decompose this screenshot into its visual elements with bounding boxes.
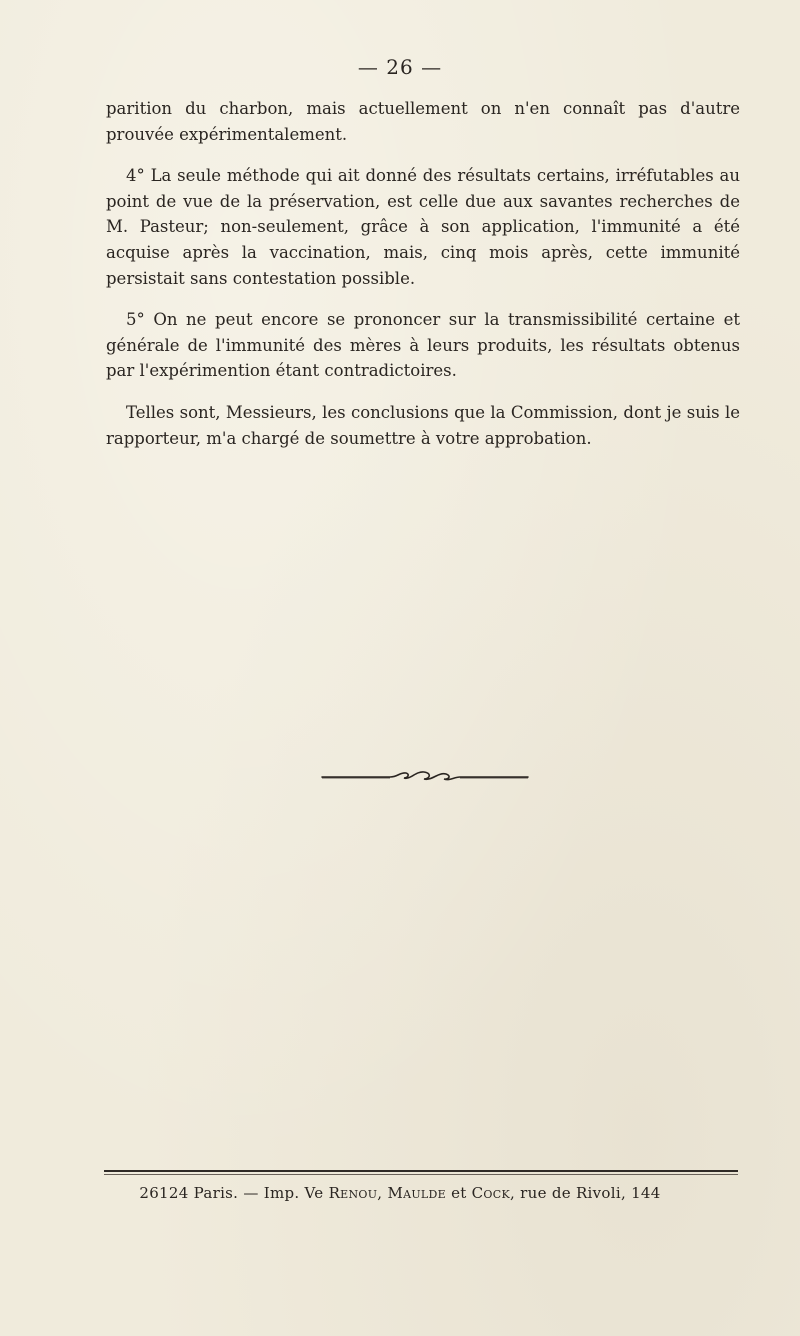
paragraph-continuation: parition du charbon, mais actuellement on n'en connaît pas d'autre prouvée expérimentalement. — [106, 99, 740, 144]
paragraph-conclusion-5: 5° On ne peut encore se prononcer sur la transmissibilité certaine et générale de l'immunité des mères à leurs produits, les résultats obtenus par l'expérimention étant contradictoires. — [106, 310, 740, 381]
flourish-divider-icon — [320, 768, 530, 784]
imprint-printer-maulde: Maulde — [387, 1184, 446, 1202]
imprint-et: et — [451, 1184, 467, 1202]
printer-imprint — [0, 1184, 800, 1202]
paragraph-closing: Telles sont, Messieurs, les conclusions que la Commission, dont je suis le rapporteur, m'a chargé de soumettre à votre approbation. — [106, 402, 740, 448]
imprint-dash: — — [243, 1184, 259, 1202]
footer-rule — [104, 1170, 738, 1172]
imprint-printer-cock: Cock, — [471, 1184, 516, 1202]
imprint-veuve: Ve — [304, 1184, 324, 1202]
body-text — [106, 96, 740, 467]
imprint-address: rue de Rivoli, 144 — [520, 1184, 661, 1202]
imprint-imp: Imp. — [263, 1184, 300, 1202]
paragraph-conclusion-4: 4° La seule méthode qui ait donné des résultats certains, irréfutables au point de vue de la préservation, est celle due aux savantes recherches de M. Pasteur; non-seulement, grâce à son application, l'immunité a été acquise après la vaccination, mais, cinq mois après, cette immunité persistait sans contestation possible. — [106, 166, 740, 288]
imprint-printer-renou: Renou, — [328, 1184, 383, 1202]
page-number: — 26 — — [357, 55, 443, 79]
imprint-number: 26124 — [139, 1184, 189, 1202]
imprint-city: Paris. — [193, 1184, 239, 1202]
footer-rule-thin — [104, 1174, 738, 1175]
